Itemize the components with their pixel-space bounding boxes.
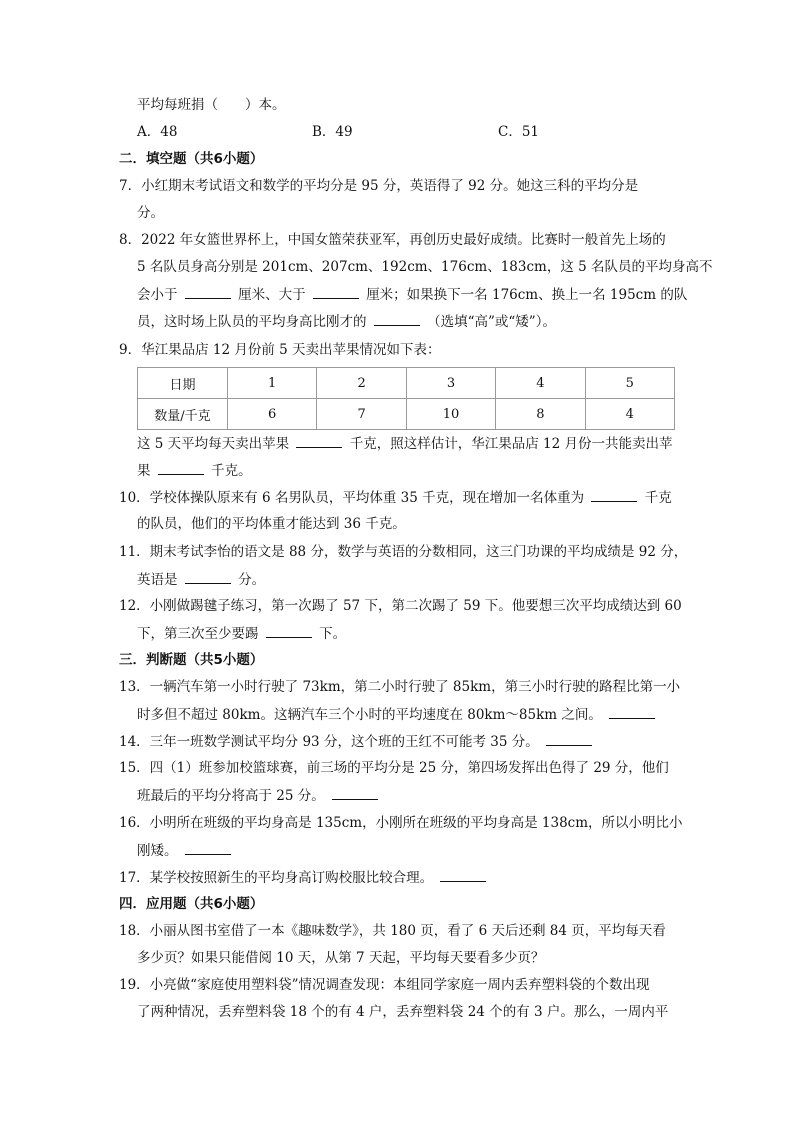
q7-line2: 分。 bbox=[137, 205, 164, 221]
q17-line bbox=[119, 867, 489, 888]
table-row bbox=[138, 399, 675, 430]
q17-blank[interactable] bbox=[440, 867, 486, 882]
q9-line3 bbox=[137, 460, 252, 481]
q10-line2: 的队员，他们的平均体重才能达到 36 千克。 bbox=[137, 516, 406, 532]
q9-line3-a: 果 bbox=[137, 463, 151, 479]
table-cell: 4 bbox=[496, 368, 585, 399]
q11-line1: 11．期末考试李怡的语文是 88 分，数学与英语的分数相同，这三门功课的平均成绩是 92 分， bbox=[119, 544, 688, 560]
q14-line bbox=[119, 731, 595, 752]
q19-line1: 19．小亮做“家庭使用塑料袋”情况调查发现：本组同学家庭一周内丢弃塑料袋的个数出现 bbox=[119, 977, 650, 993]
q6-option-c: C．51 bbox=[498, 124, 540, 140]
q13-blank[interactable] bbox=[609, 704, 655, 719]
q16-line2 bbox=[137, 840, 234, 861]
table-header-quantity: 数量/千克 bbox=[138, 399, 228, 430]
q9-line2-b: 千克，照这样估计，华江果品店 12 月份一共能卖出苹 bbox=[349, 436, 673, 452]
q9-line2-a: 这 5 天平均每天卖出苹果 bbox=[137, 436, 290, 452]
q19-line2: 了两种情况，丢弃塑料袋 18 个的有 4 户，丢弃塑料袋 24 个的有 3 户。那么，一周内平 bbox=[137, 1004, 669, 1020]
q6-tail: 平均每班捐（ ）本。 bbox=[137, 97, 286, 113]
q13-line2 bbox=[137, 704, 658, 725]
sales-table bbox=[137, 367, 675, 430]
q8-line4-b: （选填“高”或“矮”）。 bbox=[427, 314, 556, 330]
table-cell: 6 bbox=[228, 399, 317, 430]
q18-line1: 18．小丽从图书室借了一本《趣味数学》，共 180 页，看了 6 天后还剩 84 页，平均每天看 bbox=[119, 923, 666, 939]
table-cell: 5 bbox=[585, 368, 674, 399]
q15-line1: 15．四（1）班参加校篮球赛，前三场的平均分是 25 分，第四场发挥出色得了 29 分，他们 bbox=[119, 760, 669, 776]
q10-blank[interactable] bbox=[591, 487, 637, 502]
q12-line2 bbox=[137, 623, 346, 644]
q12-blank[interactable] bbox=[266, 623, 312, 638]
q9-line3-b: 千克。 bbox=[211, 463, 252, 479]
table-cell: 1 bbox=[228, 368, 317, 399]
q8-blank-1[interactable] bbox=[185, 284, 231, 299]
section-true-false: 三．判断题（共5小题） bbox=[119, 652, 264, 668]
q8-line3-a: 会小于 bbox=[137, 287, 178, 303]
q9-line2 bbox=[137, 433, 673, 454]
table-cell: 2 bbox=[317, 368, 406, 399]
table-row bbox=[138, 368, 675, 399]
table-cell: 3 bbox=[406, 368, 495, 399]
q10-line1-a: 10．学校体操队原来有 6 名男队员，平均体重 35 千克，现在增加一名体重为 bbox=[119, 490, 585, 506]
q15-line2-text: 班最后的平均分将高于 25 分。 bbox=[137, 788, 325, 804]
q16-line2-text: 刚矮。 bbox=[137, 843, 178, 859]
table-cell: 7 bbox=[317, 399, 406, 430]
q7-line1: 7．小红期末考试语文和数学的平均分是 95 分，英语得了 92 分。她这三科的平均分是 bbox=[119, 178, 639, 194]
q16-line1: 16．小明所在班级的平均身高是 135cm，小刚所在班级的平均身高是 138cm，所以小明比小 bbox=[119, 815, 683, 831]
q13-line1: 13．一辆汽车第一小时行驶了 73km，第二小时行驶了 85km，第三小时行驶的路程比第一小 bbox=[119, 679, 681, 695]
q14-text: 14．三年一班数学测试平均分 93 分，这个班的王红不可能考 35 分。 bbox=[119, 734, 539, 750]
section-application: 四．应用题（共6小题） bbox=[119, 896, 264, 912]
q6-option-a: A．48 bbox=[137, 124, 178, 140]
q16-blank[interactable] bbox=[185, 840, 231, 855]
q15-blank[interactable] bbox=[332, 785, 378, 800]
q11-line2 bbox=[137, 569, 265, 590]
q8-line3-c: 厘米；如果换下一名 176cm、换上一名 195cm 的队 bbox=[366, 287, 688, 303]
q12-line2-b: 下。 bbox=[319, 626, 347, 642]
q8-blank-2[interactable] bbox=[313, 284, 359, 299]
table-header-date: 日期 bbox=[138, 368, 228, 399]
q9-blank-2[interactable] bbox=[158, 460, 204, 475]
q8-line2: 5 名队员身高分别是 201cm、207cm、192cm、176cm、183cm，这 5 名队员的平均身高不 bbox=[137, 259, 713, 275]
q8-line4-a: 员，这时场上队员的平均身高比刚才的 bbox=[137, 314, 367, 330]
q10-line1-b: 千克 bbox=[644, 490, 672, 506]
q14-blank[interactable] bbox=[546, 731, 592, 746]
table-cell: 4 bbox=[585, 399, 674, 430]
table-cell: 10 bbox=[406, 399, 495, 430]
q17-text: 17．某学校按照新生的平均身高订购校服比较合理。 bbox=[119, 870, 434, 886]
q8-line4 bbox=[137, 311, 556, 332]
q8-line1: 8．2022 年女篮世界杯上，中国女篮荣获亚军，再创历史最好成绩。比赛时一般首先上场的 bbox=[119, 232, 666, 248]
q18-line2: 多少页？如果只能借阅 10 天，从第 7 天起，平均每天要看多少页？ bbox=[137, 950, 545, 966]
q8-line3 bbox=[137, 284, 687, 305]
q13-line2-text: 时多但不超过 80km。这辆汽车三个小时的平均速度在 80km～85km 之间。 bbox=[137, 707, 602, 723]
q15-line2 bbox=[137, 785, 381, 806]
table-cell: 8 bbox=[496, 399, 585, 430]
q11-line2-a: 英语是 bbox=[137, 572, 178, 588]
q6-option-b: B．49 bbox=[312, 124, 353, 140]
q11-line2-b: 分。 bbox=[238, 572, 266, 588]
q8-blank-3[interactable] bbox=[374, 311, 420, 326]
q12-line2-a: 下，第三次至少要踢 bbox=[137, 626, 259, 642]
q11-blank[interactable] bbox=[185, 569, 231, 584]
section-fill-in: 二．填空题（共6小题） bbox=[119, 151, 264, 167]
q9-blank-1[interactable] bbox=[296, 433, 342, 448]
q8-line3-b: 厘米、大于 bbox=[238, 287, 306, 303]
q12-line1: 12．小刚做踢毽子练习，第一次踢了 57 下，第二次踢了 59 下。他要想三次平均成绩达到 60 bbox=[119, 598, 682, 614]
q10-line1 bbox=[119, 487, 672, 508]
q9-intro: 9．华江果品店 12 月份前 5 天卖出苹果情况如下表： bbox=[119, 342, 441, 358]
